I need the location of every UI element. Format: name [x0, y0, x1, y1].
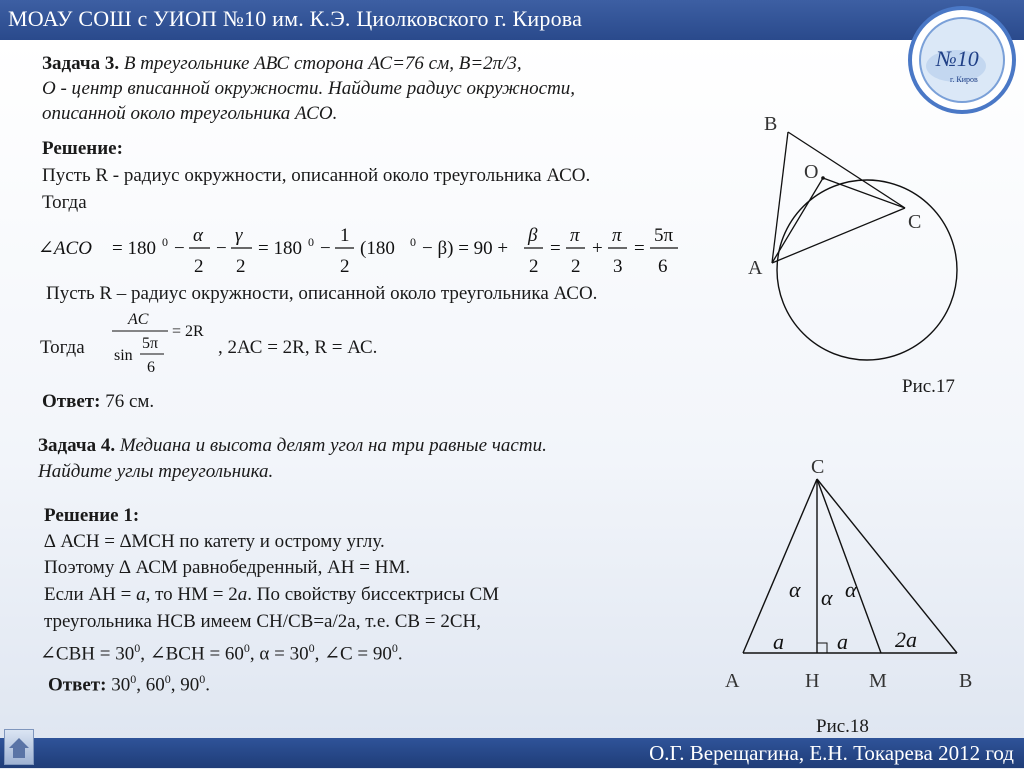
logo-number: №10 — [936, 46, 979, 71]
task3-label: Задача 3. — [42, 53, 120, 74]
formula-den-2b: 2 — [236, 256, 246, 277]
fig18-a-2: a — [837, 629, 848, 654]
task4-line5-a: ∠СВН = 30 — [40, 643, 135, 665]
task4-line5-deg-c: 0 — [308, 641, 315, 655]
fig18-caption: Рис.18 — [816, 716, 869, 737]
fig18-label-M: М — [869, 670, 887, 692]
task4-line-2: Поэтому ∆ АСМ равнобедренный, АН = НМ. — [44, 557, 411, 578]
task4-answer-deg-a: 0 — [130, 672, 137, 686]
task4-line-3 — [44, 583, 499, 607]
formula-den-2e: 2 — [571, 256, 581, 277]
figure-17 — [740, 110, 970, 380]
task4-line-1: ∆ АСН = ∆МСН по катету и острому углу. — [44, 531, 385, 552]
task4-answer-30: 30 — [111, 674, 131, 696]
task4-line5-deg-d: 0 — [391, 641, 398, 655]
fig18-label-A: А — [725, 670, 740, 692]
fig18-2a: 2a — [895, 627, 917, 652]
task4-line1 — [38, 434, 547, 458]
formula-den-2c: 2 — [340, 256, 350, 277]
fig17-label-O: О — [804, 161, 819, 183]
formula-den-2d: 2 — [529, 256, 539, 277]
sine-6: 6 — [147, 359, 155, 376]
task3-line1 — [42, 52, 522, 76]
fig18-label-C: С — [811, 456, 825, 478]
footer-authors: О.Г. Верещагина, Е.Н. Токарева 2012 год — [649, 741, 1014, 765]
task3-solution-heading: Решение: — [42, 138, 123, 159]
side-AC — [743, 479, 817, 653]
formula-one: 1 — [340, 225, 350, 246]
formula-eq-a: = — [550, 238, 561, 259]
task3-statement-1: В треугольнике АВС сторона АС=76 см, В=2π/3, — [123, 53, 522, 74]
formula-eq-b: = — [634, 238, 645, 259]
figure-18 — [715, 455, 995, 705]
header-bar — [0, 0, 1024, 40]
formula-gamma: γ — [235, 225, 243, 246]
formula-5pi: 5π — [654, 225, 674, 246]
formula-den-6: 6 — [658, 256, 668, 277]
school-title: МОАУ СОШ с УИОП №10 им. К.Э. Циолковского г. Кирова — [8, 6, 583, 31]
task4-solution-heading: Решение 1: — [44, 505, 140, 526]
segment-OC — [823, 178, 905, 208]
formula-minusbeta: − β) = 90 + — [422, 238, 509, 259]
task3-answer-label: Ответ: — [42, 391, 101, 412]
task4-line5-c: , α = 30 — [249, 643, 309, 665]
formula-deg-c: 0 — [410, 235, 416, 249]
task3-answer-value: 76 см. — [105, 391, 155, 412]
task4-label: Задача 4. — [38, 435, 116, 456]
fig17-label-A: А — [748, 257, 763, 279]
side-CB — [817, 479, 957, 653]
task4-answer-deg-b: 0 — [164, 672, 171, 686]
segment-AO — [772, 178, 823, 263]
task3-then-label: Тогда — [40, 337, 85, 358]
task4-statement-1: Медиана и высота делят угол на три равные части. — [119, 435, 547, 456]
fig18-label-B: В — [959, 670, 973, 692]
footer-bar — [0, 738, 1024, 768]
right-angle-mark — [817, 643, 827, 653]
formula-minus-b: − — [216, 238, 227, 259]
circumscribed-circle — [777, 180, 957, 360]
side-AB — [772, 132, 788, 263]
fig18-alpha-1: α — [789, 577, 801, 602]
task3-solution-line2: Тогда — [42, 192, 87, 213]
task4-line3-post: . По свойству биссектрисы СМ — [247, 584, 500, 605]
formula-beta: β — [528, 225, 538, 246]
formula-180-b: = 180 — [258, 238, 302, 259]
task4-line3-a1: а — [136, 584, 146, 605]
task4-line3-pre: Если АН = — [44, 584, 137, 605]
task4-line5-b: , ∠ВСН = 60 — [140, 643, 244, 665]
formula-deg-b: 0 — [308, 235, 314, 249]
formula-den-3: 3 — [613, 256, 623, 277]
slide-content — [0, 40, 1024, 740]
fig18-a-1: a — [773, 629, 784, 654]
task4-answer-60: 60 — [145, 674, 165, 696]
task4-answer-comma-b: , — [170, 674, 176, 696]
formula-pi-a: π — [570, 225, 580, 246]
formula-den-2a: 2 — [194, 256, 204, 277]
task4-answer-label: Ответ: — [48, 674, 107, 696]
angle-formula — [30, 214, 730, 284]
task3-solution-line3: Пусть R – радиус окружности, описанной около треугольника АСО. — [46, 283, 598, 304]
sine-num: AC — [128, 311, 149, 328]
formula-pi-b: π — [612, 225, 622, 246]
sine-5pi: 5π — [142, 335, 159, 352]
task4-line5-deg-b: 0 — [243, 641, 250, 655]
fig18-label-H: Н — [805, 670, 820, 692]
logo-city: г. Киров — [950, 75, 978, 84]
formula-minus-a: − — [174, 238, 185, 259]
fig18-alpha-3: α — [845, 577, 857, 602]
fig17-caption: Рис.17 — [902, 376, 955, 397]
formula-plus: + — [592, 238, 603, 259]
task3-solution-line4: , 2АС = 2R, R = АС. — [218, 337, 378, 358]
task3-statement-2: О - центр вписанной окружности. Найдите радиус окружности, — [42, 78, 576, 99]
task4-line5-end: . — [397, 643, 403, 665]
task3-statement-3: описанной около треугольника АСО. — [42, 103, 338, 124]
home-icon[interactable] — [4, 729, 34, 765]
task4-answer-comma-a: , — [136, 674, 141, 696]
task4-line5-deg-a: 0 — [134, 641, 141, 655]
formula-deg-a: 0 — [162, 235, 168, 249]
formula-180-a: = 180 — [112, 238, 156, 259]
side-AC — [772, 208, 905, 263]
task3-solution-line1: Пусть R - радиус окружности, описанной около треугольника АСО. — [42, 165, 591, 186]
task4-line3-a2: а — [237, 584, 248, 605]
task4-answer — [48, 667, 210, 697]
formula-open180: (180 — [360, 238, 395, 259]
task3-answer — [42, 390, 154, 414]
sine-formula — [108, 306, 218, 386]
median-CM — [817, 479, 881, 653]
task4-line-5 — [40, 636, 403, 666]
fig18-alpha-2: α — [821, 585, 833, 610]
sine-eq: = 2R — [172, 323, 204, 340]
formula-alpha: α — [193, 225, 203, 246]
task4-answer-end: . — [205, 674, 210, 696]
formula-angle: ∠ACO — [38, 238, 92, 259]
task4-line5-d: , ∠С = 90 — [314, 643, 392, 665]
school-logo — [908, 6, 1016, 114]
task4-line-4: треугольника НСВ имеем СН/СВ=а/2а, т.е. СВ = 2СН, — [44, 611, 481, 632]
task4-answer-90: 90 — [180, 674, 200, 696]
fig17-label-B: В — [764, 113, 778, 135]
task4-line3-mid: , то НМ = 2 — [145, 584, 238, 605]
point-O — [821, 176, 825, 180]
sine-label: sin — [114, 347, 133, 364]
formula-minus-c: − — [320, 238, 331, 259]
fig17-label-C: С — [908, 211, 922, 233]
task4-statement-2: Найдите углы треугольника. — [38, 461, 274, 482]
task4-answer-deg-c: 0 — [199, 672, 206, 686]
